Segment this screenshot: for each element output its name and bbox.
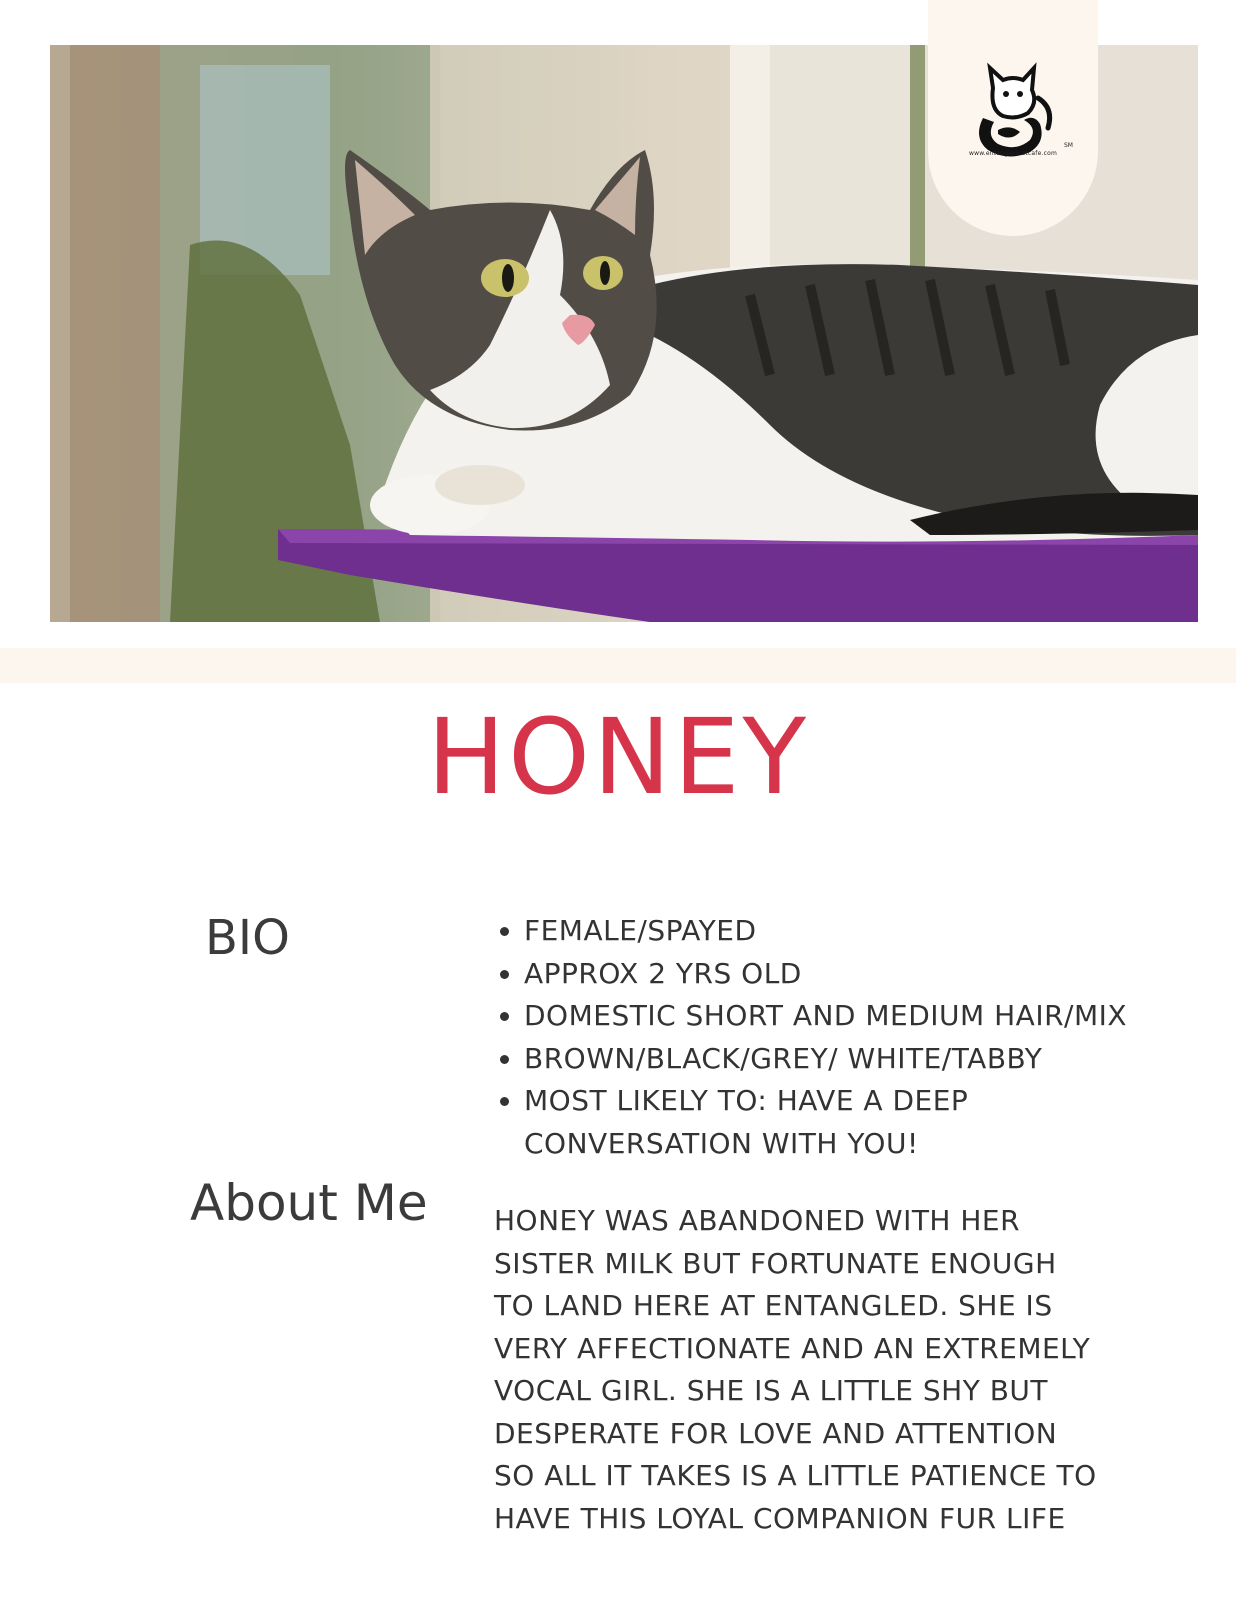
about-line: VERY AFFECTIONATE AND AN EXTREMELY xyxy=(494,1331,1091,1365)
cat-name-title: HONEY xyxy=(426,696,810,818)
logo-url: www.entangledcatcafe.com xyxy=(968,150,1057,157)
logo-tab xyxy=(928,0,1098,236)
bio-item: • BROWN/BLACK/GREY/ WHITE/TABBY xyxy=(524,1038,1224,1081)
bio-item: • FEMALE/SPAYED xyxy=(524,910,1224,953)
bio-list xyxy=(492,910,1224,1165)
bio-item: • MOST LIKELY TO: HAVE A DEEP CONVERSATION WITH YOU! xyxy=(524,1080,1004,1165)
accent-band xyxy=(0,648,1236,683)
service-mark: SM xyxy=(1064,142,1073,149)
about-line: VOCAL GIRL. SHE IS A LITTLE SHY BUT xyxy=(494,1374,1049,1407)
bio-item: • APPROX 2 YRS OLD xyxy=(524,953,1224,996)
about-line: HONEY WAS ABANDONED WITH HER xyxy=(494,1204,1021,1237)
about-me-text xyxy=(494,1200,1194,1540)
about-line: HAVE THIS LOYAL COMPANION FUR LIFE xyxy=(494,1501,1066,1535)
about-me-label: About Me xyxy=(190,1174,428,1232)
about-line: DESPERATE FOR LOVE AND ATTENTION xyxy=(494,1416,1058,1450)
about-line: TO LAND HERE AT ENTANGLED. SHE IS xyxy=(494,1289,1053,1322)
about-line: SISTER MILK BUT FORTUNATE ENOUGH xyxy=(494,1246,1057,1280)
bio-label: BIO xyxy=(205,910,290,966)
bio-item: • DOMESTIC SHORT AND MEDIUM HAIR/MIX xyxy=(524,995,1224,1038)
about-line: SO ALL IT TAKES IS A LITTLE PATIENCE TO xyxy=(494,1459,1097,1492)
